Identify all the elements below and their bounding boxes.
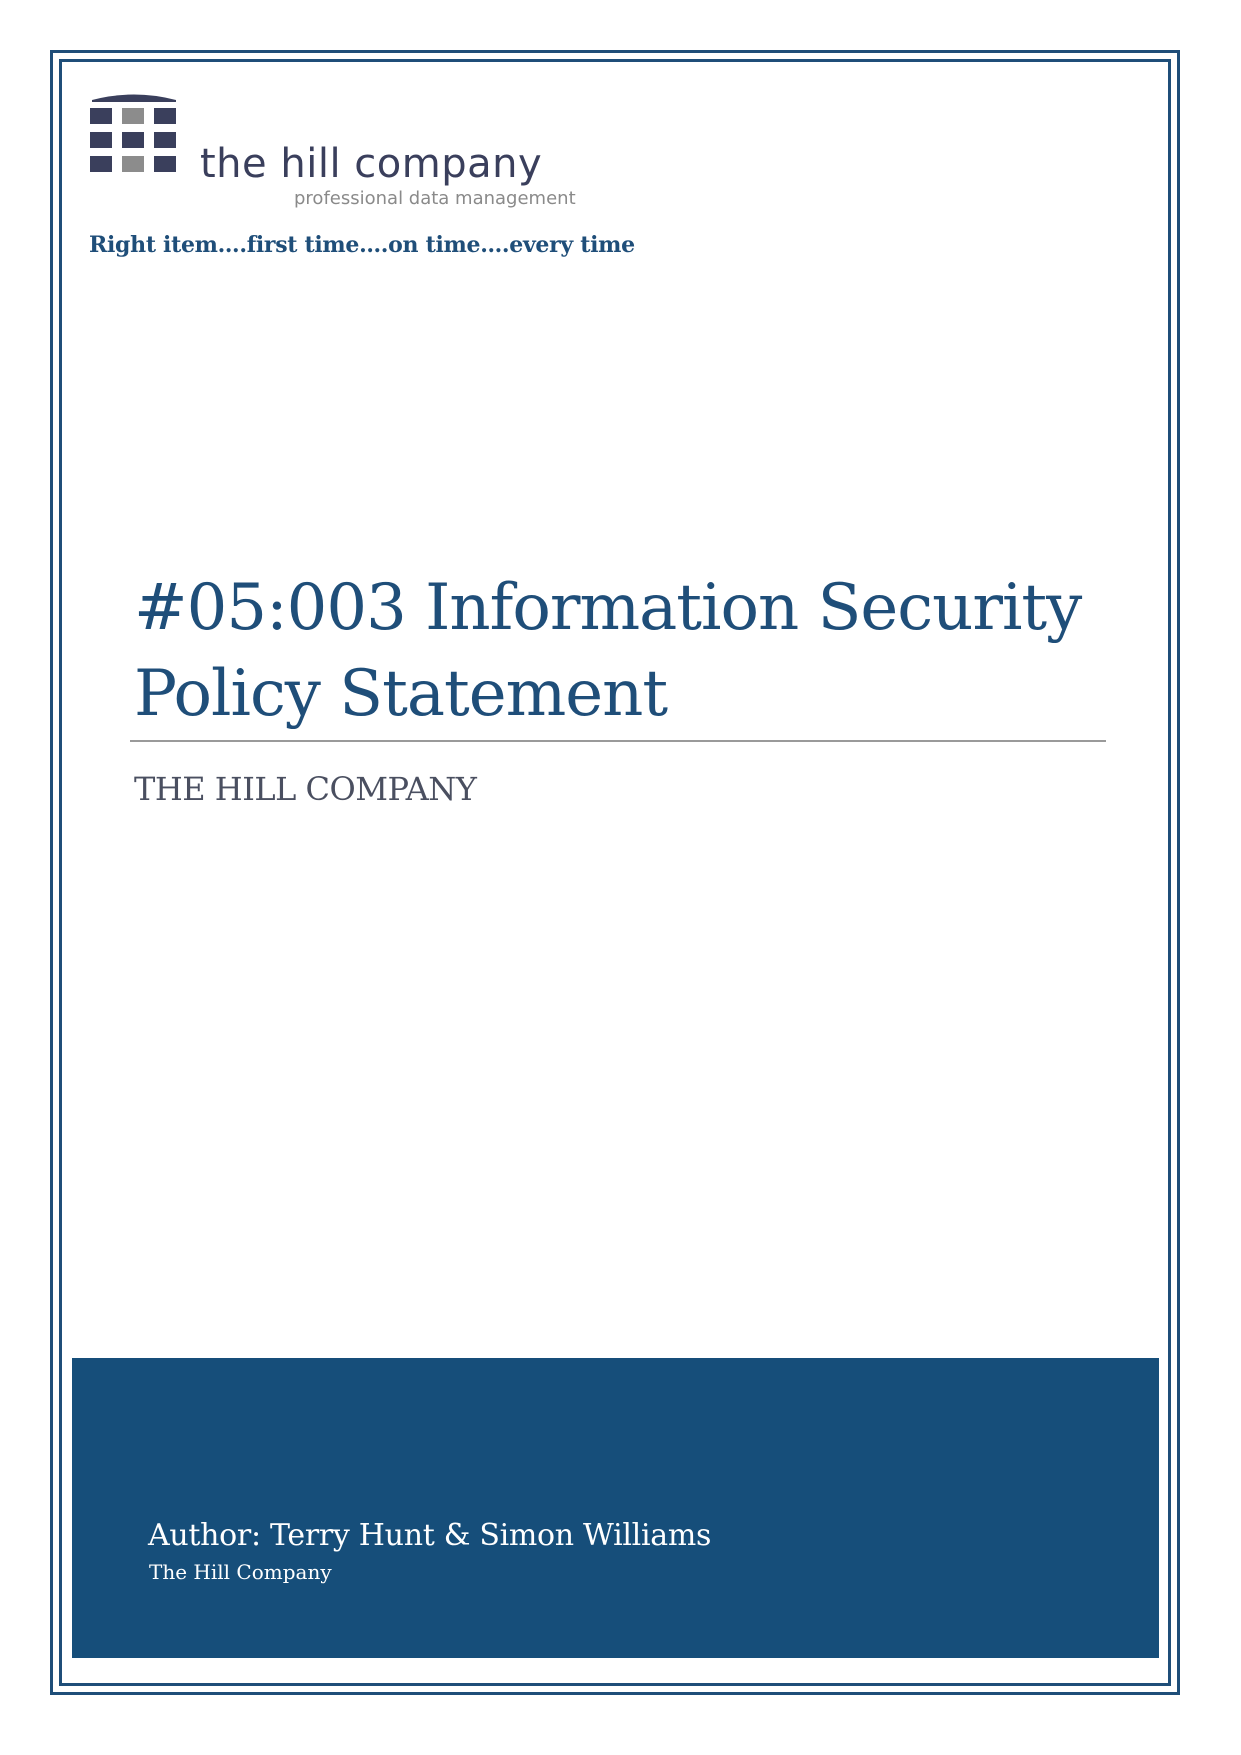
- author-band: [72, 1358, 1159, 1658]
- author-name: Author: Terry Hunt & Simon Williams: [148, 1518, 712, 1553]
- document-subtitle: THE HILL COMPANY: [134, 770, 477, 808]
- logo-subtitle: professional data management: [294, 188, 576, 209]
- logo-wordmark: the hill company: [200, 141, 543, 187]
- document-title: #05:003 Information Security Policy Statement: [134, 571, 1082, 731]
- author-company: The Hill Company: [149, 1560, 332, 1584]
- title-divider: [130, 740, 1106, 742]
- company-tagline: Right item….first time….on time….every time: [89, 232, 635, 258]
- company-logo: [86, 92, 606, 212]
- logo-grid-icon: [88, 92, 180, 182]
